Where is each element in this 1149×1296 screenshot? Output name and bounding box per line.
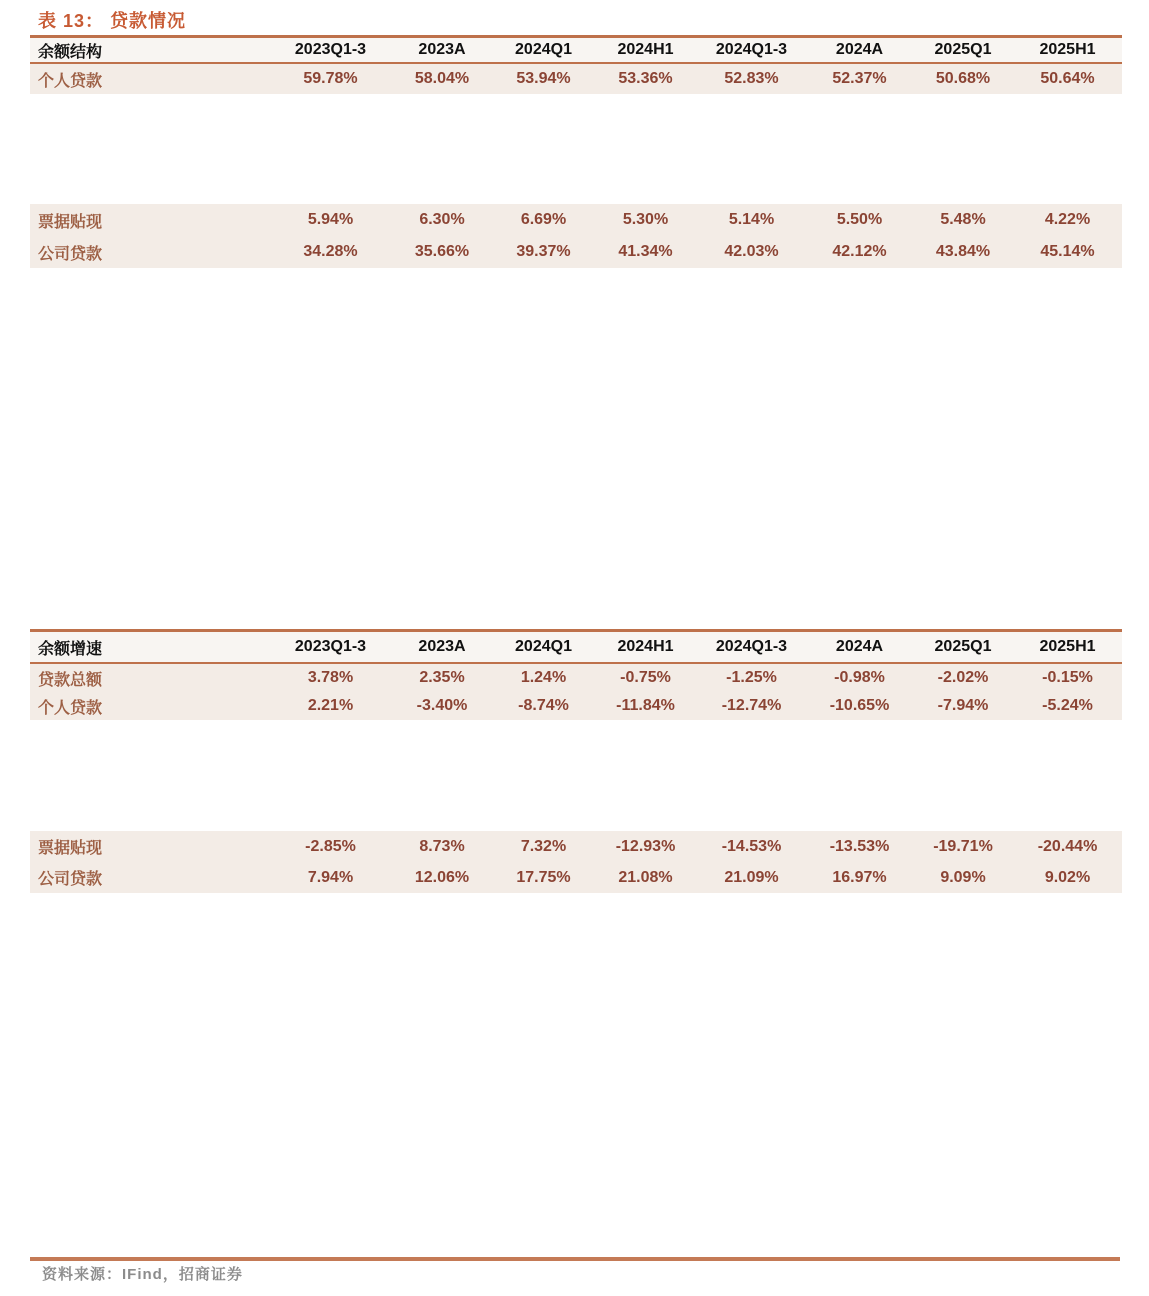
table-cell: 59.78% (303, 70, 358, 87)
table-row-bill-discount-structure (30, 204, 1122, 236)
table-cell: 35.66% (414, 243, 470, 260)
table-cell: 7.94% (307, 868, 354, 886)
balance-structure-lower-band (30, 204, 1122, 268)
column-header: 2024A (835, 41, 884, 58)
column-header: 2024Q1-3 (715, 41, 788, 58)
table-cell: 5.50% (836, 211, 883, 228)
column-header: 2024Q1 (515, 638, 572, 655)
table-row-personal-loans-growth (30, 692, 1122, 720)
table-row-total-loans-growth (30, 664, 1122, 692)
source-note: 资料来源：IFind，招商证券 (42, 1266, 243, 1283)
table-row-corporate-loans-growth (30, 862, 1122, 893)
table-cell: 58.04% (414, 70, 470, 87)
table-cell: -2.85% (305, 837, 356, 855)
column-header: 2024H1 (617, 638, 674, 655)
table-cell: -0.15% (1042, 669, 1093, 686)
balance-growth-lower-band (30, 831, 1122, 893)
table-cell: 42.03% (724, 243, 779, 260)
column-header: 2024H1 (617, 41, 674, 58)
table-cell: -0.75% (620, 669, 671, 686)
row-label: 公司贷款 (38, 245, 103, 263)
table-cell: 17.75% (516, 868, 571, 886)
table-cell: -5.24% (1042, 697, 1093, 714)
column-header: 2023A (418, 41, 466, 58)
footer-divider (30, 1257, 1120, 1261)
table-cell: 4.22% (1044, 211, 1091, 228)
table-cell: -11.84% (616, 697, 675, 714)
table-cell: 7.32% (520, 837, 567, 855)
table-cell: 39.37% (516, 243, 571, 260)
table-cell: -3.40% (416, 697, 468, 714)
table-cell: 6.69% (520, 211, 567, 228)
table-cell: -12.93% (615, 837, 676, 855)
table-cell: 53.36% (618, 70, 673, 87)
table-cell: 5.48% (940, 211, 986, 228)
column-header: 2024Q1 (515, 41, 572, 58)
table-cell: 12.06% (414, 868, 470, 886)
table-cell: 50.64% (1040, 70, 1095, 87)
table-row-personal-loans-structure (30, 64, 1122, 94)
table-cell: 34.28% (303, 243, 358, 260)
column-header: 2025Q1 (934, 41, 992, 58)
table-cell: 2.35% (419, 669, 465, 686)
table-cell: 2.21% (307, 697, 354, 714)
column-header: 2024A (835, 638, 884, 655)
row-label: 票据贴现 (38, 840, 103, 857)
table-cell: 5.94% (307, 211, 354, 228)
balance-structure-header-label: 余额结构 (38, 43, 103, 61)
table-cell: 16.97% (832, 868, 887, 886)
table-cell: -19.71% (933, 837, 993, 855)
table-cell: 52.83% (724, 70, 779, 87)
table-cell: 1.24% (520, 669, 567, 686)
balance-growth-header-row (30, 629, 1122, 664)
row-label: 票据贴现 (38, 213, 103, 231)
table-cell: -13.53% (829, 837, 890, 855)
table-cell: -10.65% (829, 697, 890, 714)
table-caption: 表 13： 贷款情况 (38, 11, 187, 31)
table-cell: 3.78% (307, 669, 354, 686)
column-header: 2025H1 (1039, 41, 1096, 58)
table-cell: 43.84% (935, 243, 991, 260)
table-cell: 52.37% (832, 70, 887, 87)
table-cell: 8.73% (419, 837, 465, 855)
table-cell: 6.30% (419, 211, 465, 228)
row-label: 个人贷款 (38, 699, 103, 717)
table-cell: -8.74% (518, 697, 569, 714)
table-cell: 9.09% (940, 868, 986, 886)
table-cell: 21.09% (724, 868, 779, 886)
balance-growth-upper-band (30, 664, 1122, 720)
table-cell: 45.14% (1040, 243, 1095, 260)
table-cell: -1.25% (726, 669, 777, 686)
table-cell: -7.94% (937, 697, 989, 714)
column-header: 2024Q1-3 (715, 638, 788, 655)
table-cell: -12.74% (721, 697, 782, 714)
row-label: 公司贷款 (38, 871, 103, 888)
table-cell: -14.53% (721, 837, 782, 855)
table-cell: 53.94% (516, 70, 571, 87)
table-cell: 41.34% (618, 243, 673, 260)
table-cell: -2.02% (937, 669, 989, 686)
table-cell: -20.44% (1037, 837, 1098, 855)
table-row-bill-discount-growth (30, 831, 1122, 862)
table-cell: -0.98% (834, 669, 885, 686)
column-header: 2023Q1-3 (294, 41, 367, 58)
row-label: 贷款总额 (38, 671, 103, 689)
table-cell: 9.02% (1044, 868, 1091, 886)
table-cell: 50.68% (935, 70, 991, 87)
column-header: 2025H1 (1039, 638, 1096, 655)
column-header: 2025Q1 (934, 638, 992, 655)
table-cell: 21.08% (618, 868, 673, 886)
row-label: 个人贷款 (38, 72, 103, 90)
balance-growth-header-label: 余额增速 (38, 640, 103, 658)
column-header: 2023Q1-3 (294, 638, 367, 655)
table-row-corporate-loans-structure (30, 236, 1122, 268)
column-header: 2023A (418, 638, 466, 655)
balance-structure-header-row (30, 35, 1122, 64)
table-cell: 5.14% (728, 211, 775, 228)
table-cell: 42.12% (832, 243, 887, 260)
table-cell: 5.30% (622, 211, 669, 228)
